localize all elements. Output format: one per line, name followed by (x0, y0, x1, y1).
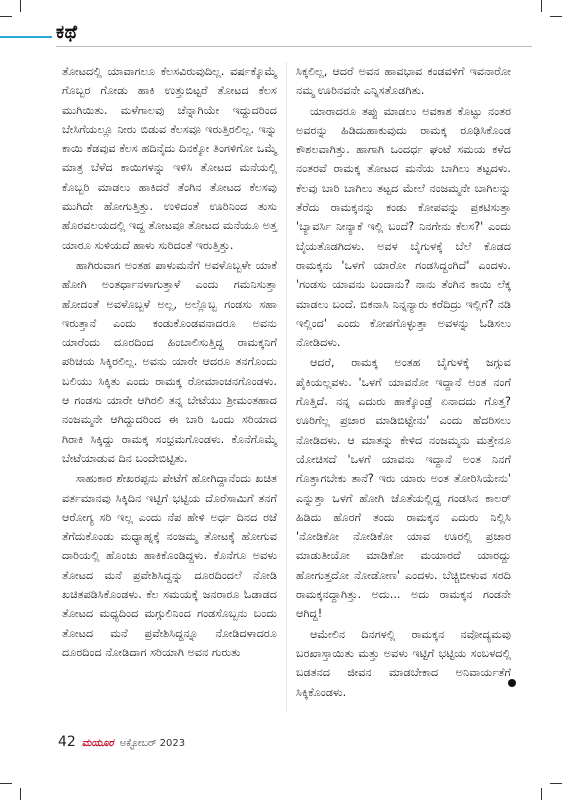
header-accent-rule (0, 36, 52, 38)
page-number: 42 (58, 734, 76, 750)
column-gutter (286, 62, 287, 712)
crop-mark (0, 783, 12, 784)
paragraph: ತೋಟದಲ್ಲಿ ಯಾವಾಗಲೂ ಕೆಲಸವಿರುವುದಿಲ್ಲ. ವರ್ಷಕ್ಕೊಮ್ಮೆ ಗೊಬ್ಬರ ಗೋಡು ಹಾಕಿ ಉತ್ತುಬಿಟ್ಟರೆ ತೋಟದ ಕೆಲಸ ಮುಗಿಯಿತು. ಮಳೆಗಾಲವು ಚೆನ್ನಾಗಿಯೇ ಇದ್ದುದರಿಂದ ಬೇಸಿಗೆಯಲ್ಲೂ ನೀರು ಬಿಡುವ ಕೆಲಸವೂ ಇರುತ್ತಿರಲಿಲ್ಲ. ಇನ್ನು ಕಾಯಿ ಕೆಡವುವ ಕೆಲಸ ಹದಿನೈದು ದಿನಕ್ಕೋ ತಿಂಗಳಿಗೋ ಒಮ್ಮೆ ಮಾತ್ರ ಬೆಳೆದ ಕಾಯಿಗಳನ್ನು ಇಳಿಸಿ ತೋಟದ ಮನೆಯಲ್ಲಿ ಕೊಬ್ಬರಿ ಮಾಡಲು ಹಾಕಿದರೆ ತೆಂಗಿನ ತೋಟದ ಕೆಲಸವು ಮುಗಿದೇ ಹೋಗುತ್ತಿತ್ತು. ಉಳಿದಂತೆ ಊರಿನಿಂದ ತುಸು ಹೊರವಲಯದಲ್ಲಿ ಇದ್ದ ತೋಟವೂ ತೋಟದ ಮನೆಯೂ ಅತ್ತ ಯಾರೂ ಸುಳಿಯದೆ ಹಾಳು ಸುರಿದಂತೆ ಇರುತ್ತಿತ್ತು. (62, 65, 277, 252)
crop-mark (20, 788, 21, 800)
paragraph: ಹಾಗಿರುವಾಗ ಅಂತಹ ಪಾಳುಮನೆಗೆ ಅವಳೊಬ್ಬಳೇ ಯಾಕೆ ಹೋಗಿ ಅಂತರ್ಧಾನಳಾಗುತ್ತಾಳೆ ಎಂದು ಗಮನಿಸುತ್ತಾ ಹೋದಂತೆ ಅವಳೊಬ್ಬಳೆ ಅಲ್ಲ, ಅಲ್ಲೊಬ್ಬ ಗಂಡಸು ಸಹಾ ಇರುತ್ತಾನೆ ಎಂದು ಕಂಡುಕೊಂಡವನಾದರೂ ಅವನು ಯಾರೆಂದು ದೂರದಿಂದ ಹಿಂಬಾಲಿಸುತ್ತಿದ್ದ ರಾಮಕ್ಕನಿಗೆ ಪರಿಚಯ ಸಿಕ್ಕಿರಲಿಲ್ಲ. ಅವನು ಯಾರೇ ಆದರೂ ತನಗೊಂದು ಬಲಿಯು ಸಿಕ್ಕಿತು ಎಂದು ರಾಮಕ್ಕ ರೋಮಾಂಚನಗೊಂಡಳು. ಆ ಗಂಡಸು ಯಾರೇ ಆಗಿರಲಿ ತನ್ನ ಬೇಟೆಯು ಶ್ರೀಮಂತಹಾದ ನಂಜಮ್ಮನೇ ಆಗಿದ್ದುದರಿಂದ ಈ ಬಾರಿ ಒಂದು ಸರಿಯಾದ ಗಿರಾಕಿ ಸಿಕ್ಕಿದ್ದು ರಾಮಕ್ಕ ಸಂಭ್ರಮಗೊಂಡಳು. ಕೊನೆಗೊಮ್ಮೆ ಬೇಟೆಯಾಡುವ ದಿನ ಬಂದೇಬಿಟ್ಟಿತು. (62, 258, 277, 465)
paragraph: ಆಮೇಲಿನ ದಿನಗಳಲ್ಲಿ ರಾಮಕ್ಕನ ನವೋದ್ಯಮವು ಬರಖಾಸ್ತಾಯಿತು ಮತ್ತು ಅವಳು ಇಟ್ಟಿಗೆ ಭಟ್ಟಿಯ ಸಂಬಳದಲ್ಲಿ ಬಡತನದ ಜೀವನ ಮಾಡಬೇಕಾದ ಅನಿವಾರ್ಯತೆಗೆ ಸಿಕ್ಕಿಕೊಂಡಳು. (296, 627, 511, 699)
crop-mark (541, 0, 542, 12)
paragraph: ಯಾರಾದರೂ ತಪ್ಪು ಮಾಡಲು ಅವಕಾಶ ಕೊಟ್ಟು ನಂತರ ಅವರನ್ನು ಹಿಡಿದುಹಾಕುವುದು ರಾಮಕ್ಕ ರೂಢಿಸಿಕೊಂಡ ಕೌಶಲವಾಗಿತ್ತು. ಹಾಗಾಗಿ ಒಂದರ್ಧ ಘಂಟೆ ಸಮಯ ಕಳೆದ ನಂತರವೆ ರಾಮಕ್ಕ ತೋಟದ ಮನೆಯ ಬಾಗಿಲು ತಟ್ಟದಳು. ಕೆಲವು ಬಾರಿ ಬಾಗಿಲು ತಟ್ಟದ ಮೇಲೆ ನಂಜಮ್ಮನೇ ಬಾಗಿಲನ್ನು ತೆರೆದು ರಾಮಕ್ಕನನ್ನು ಕಂಡು ಕೋಪವನ್ನು ಪ್ರಕಟಿಸುತ್ತಾ 'ಬ್ಯಾವರ್ಸಿ ನೀನ್ಯಾಕೆ ಇಲ್ಲಿ ಬಂದೆ? ನಿನಗೇನು ಕೆಲಸ?' ಎಂದು ಬೈಯತೊಡಗಿದಳು. ಅವಳ ಬೈಗುಳಕ್ಕೆ ಬೆಲೆ ಕೊಡದ ರಾಮಕ್ಕನು 'ಒಳಗೆ ಯಾರೋ ಗಂಡಸಿದ್ದಂಗಿದೆ' ಎಂದಳು. 'ಗಂಡಸು ಯಾವನು ಬಂದಾನು? ನಾನು ತೆಂಗಿನ ಕಾಯಿ ಲೆಕ್ಕ ಮಾಡಲು ಬಂದೆ. ಬಿಕನಾಸಿ ನಿನ್ನನ್ಯಾರು ಕರೆದಿದ್ರು ಇಲ್ಲಿಗೆ? ನಡಿ ಇಲ್ಲಿಂದ' ಎಂದು ಕೋಪಗೊಳ್ಳುತ್ತಾ ಅವಳನ್ನು ಓಡಿಸಲು ನೋಡಿದಳು. (296, 104, 511, 350)
paragraph: ಸಾಹುಕಾರ ಶೇಖರಪ್ಪನು ಪೇಟೆಗೆ ಹೋಗಿದ್ದಾನೆಂದು ಖಚಿತ ವರ್ತಮಾನವು ಸಿಕ್ಕಿದಿನ ಇಟ್ಟಿಗೆ ಭಟ್ಟಿಯ ದೊರೆಸಾಮಿಗೆ ತನಗೆ ಆರೋಗ್ಯ ಸರಿ ಇಲ್ಲ ಎಂದು ನೆಪ ಹೇಳಿ ಅರ್ಧ ದಿನದ ರಜೆ ತೆಗೆದುಕೊಂಡು ಮಧ್ಯಾಹ್ನಕ್ಕೆ ನಂಜಮ್ಮ ತೋಟಕ್ಕೆ ಹೋಗುವ ದಾರಿಯಲ್ಲಿ ಹೊಂಚು ಹಾಕಿಕೊಂಡಿದ್ದಳು. ಕೊನೆಗೂ ಅವಳು ತೋಟದ ಮನೆ ಪ್ರವೇಶಿಸಿದ್ದನ್ನು ದೂರದಿಂದಲೆ ನೋಡಿ ಖಚಿತಪಡಿಸಿಕೊಂಡಳು. ಕೆಲ ಸಮಯಕ್ಕೆ ಜನರಾರೂ ಓಡಾಡದ ತೋಟದ ಮಧ್ಯದಿಂದ ಮಗ್ಗುಲಿನಿಂದ ಗಂಡಸೊಬ್ಬನು ಬಂದು ತೋಟದ ಮನೆ ಪ್ರವೇಶಿಸಿದ್ದನ್ನೂ ನೋಡಿದಳಾದರೂ ದೂರದಿಂದ ನೋಡಿದಾಗ ಸರಿಯಾಗಿ ಅವನ ಗುರುತು (62, 472, 277, 659)
story-end-mark (508, 679, 516, 687)
crop-mark (550, 16, 562, 17)
left-column (62, 62, 277, 663)
page-footer (58, 734, 185, 750)
paragraph: ಆದರೆ, ರಾಮಕ್ಕ ಅಂತಹ ಬೈಗುಳಕ್ಕೆ ಜಗ್ಗುವ ಪೈಕಿಯಲ್ಲವಳು. 'ಒಳಗೆ ಯಾವನೋ ಇದ್ದಾನೆ ಅಂತ ನಂಗೆ ಗೊತ್ತಿದೆ. ನನ್ನ ಎದುರು ಹಾಕ್ಕೊಂಡ್ರೆ ಏನಾದದು ಗೊತ್ತ? ಊರಿಗೆಲ್ಲ ಪ್ರಚಾರ ಮಾಡಿಬಿಟ್ಟೇನು' ಎಂದು ಹೆದರಿಸಲು ನೋಡಿದಳು. ಆ ಮಾತನ್ನು ಕೇಳಿದ ನಂಜಮ್ಮನು ಮತ್ತೇನೂ ಯೋಚಿಸದೆ 'ಒಳಗೆ ಯಾವನು ಇದ್ದಾನೆ ಅಂತ ನಿನಗೆ ಗೊತ್ತಾಗಬೇಕು ತಾನೆ? ಇರು ಯಾರು ಅಂತ ತೋರಿಸಿಯೇನು' ಎನ್ನುತ್ತಾ ಒಳಗೆ ಹೋಗಿ ಜೊತೆಯಲ್ಲಿದ್ದ ಗಂಡಸಿನ ಕಾಲರ್ ಹಿಡಿದು ಹೊರಗೆ ತಂದು ರಾಮಕ್ಕನ ಎದುರು ನಿಲ್ಲಿಸಿ 'ನೋಡಿಕೋ ನೋಡಿಕೋ ಯಾವ ಊರಲ್ಲಿ ಪ್ರಚಾರ ಮಾಡುತೀಯೋ ಮಾಡಿಕೋ ಮಯಾರದೆ ಯಾರದ್ದು ಹೋಗುತ್ತದೋ ನೋಡೋಣ' ಎಂದಳು. ಬೆಚ್ಚಿಬೀಳುವ ಸರದಿ ರಾಮಕ್ಕನದ್ದಾಗಿತ್ತು. ಅದು... ಅದು ರಾಮಕ್ಕನ ಗಂಡನೇ ಆಗಿದ್ದ! (296, 356, 511, 621)
crop-mark (20, 0, 21, 12)
header-divider (56, 46, 532, 47)
right-column (296, 62, 511, 703)
issue-date: ಅಕ್ಟೋಬರ್ 2023 (119, 738, 186, 749)
crop-mark (550, 783, 562, 784)
crop-mark (0, 16, 12, 17)
crop-mark (541, 788, 542, 800)
magazine-logo: ಮಯೂರ (81, 738, 114, 749)
paragraph: ಸಿಕ್ಕಲಿಲ್ಲ, ಆದರೆ ಅವನ ಹಾವಭಾವ ಕಂಡವಳಿಗೆ ಇವನಾರೋ ನಮ್ಮ ಊರಿನವನೇ ಎನ್ನಿಸತೊಡಗಿತು. (296, 65, 511, 98)
section-title: ಕಥೆ (56, 22, 78, 43)
